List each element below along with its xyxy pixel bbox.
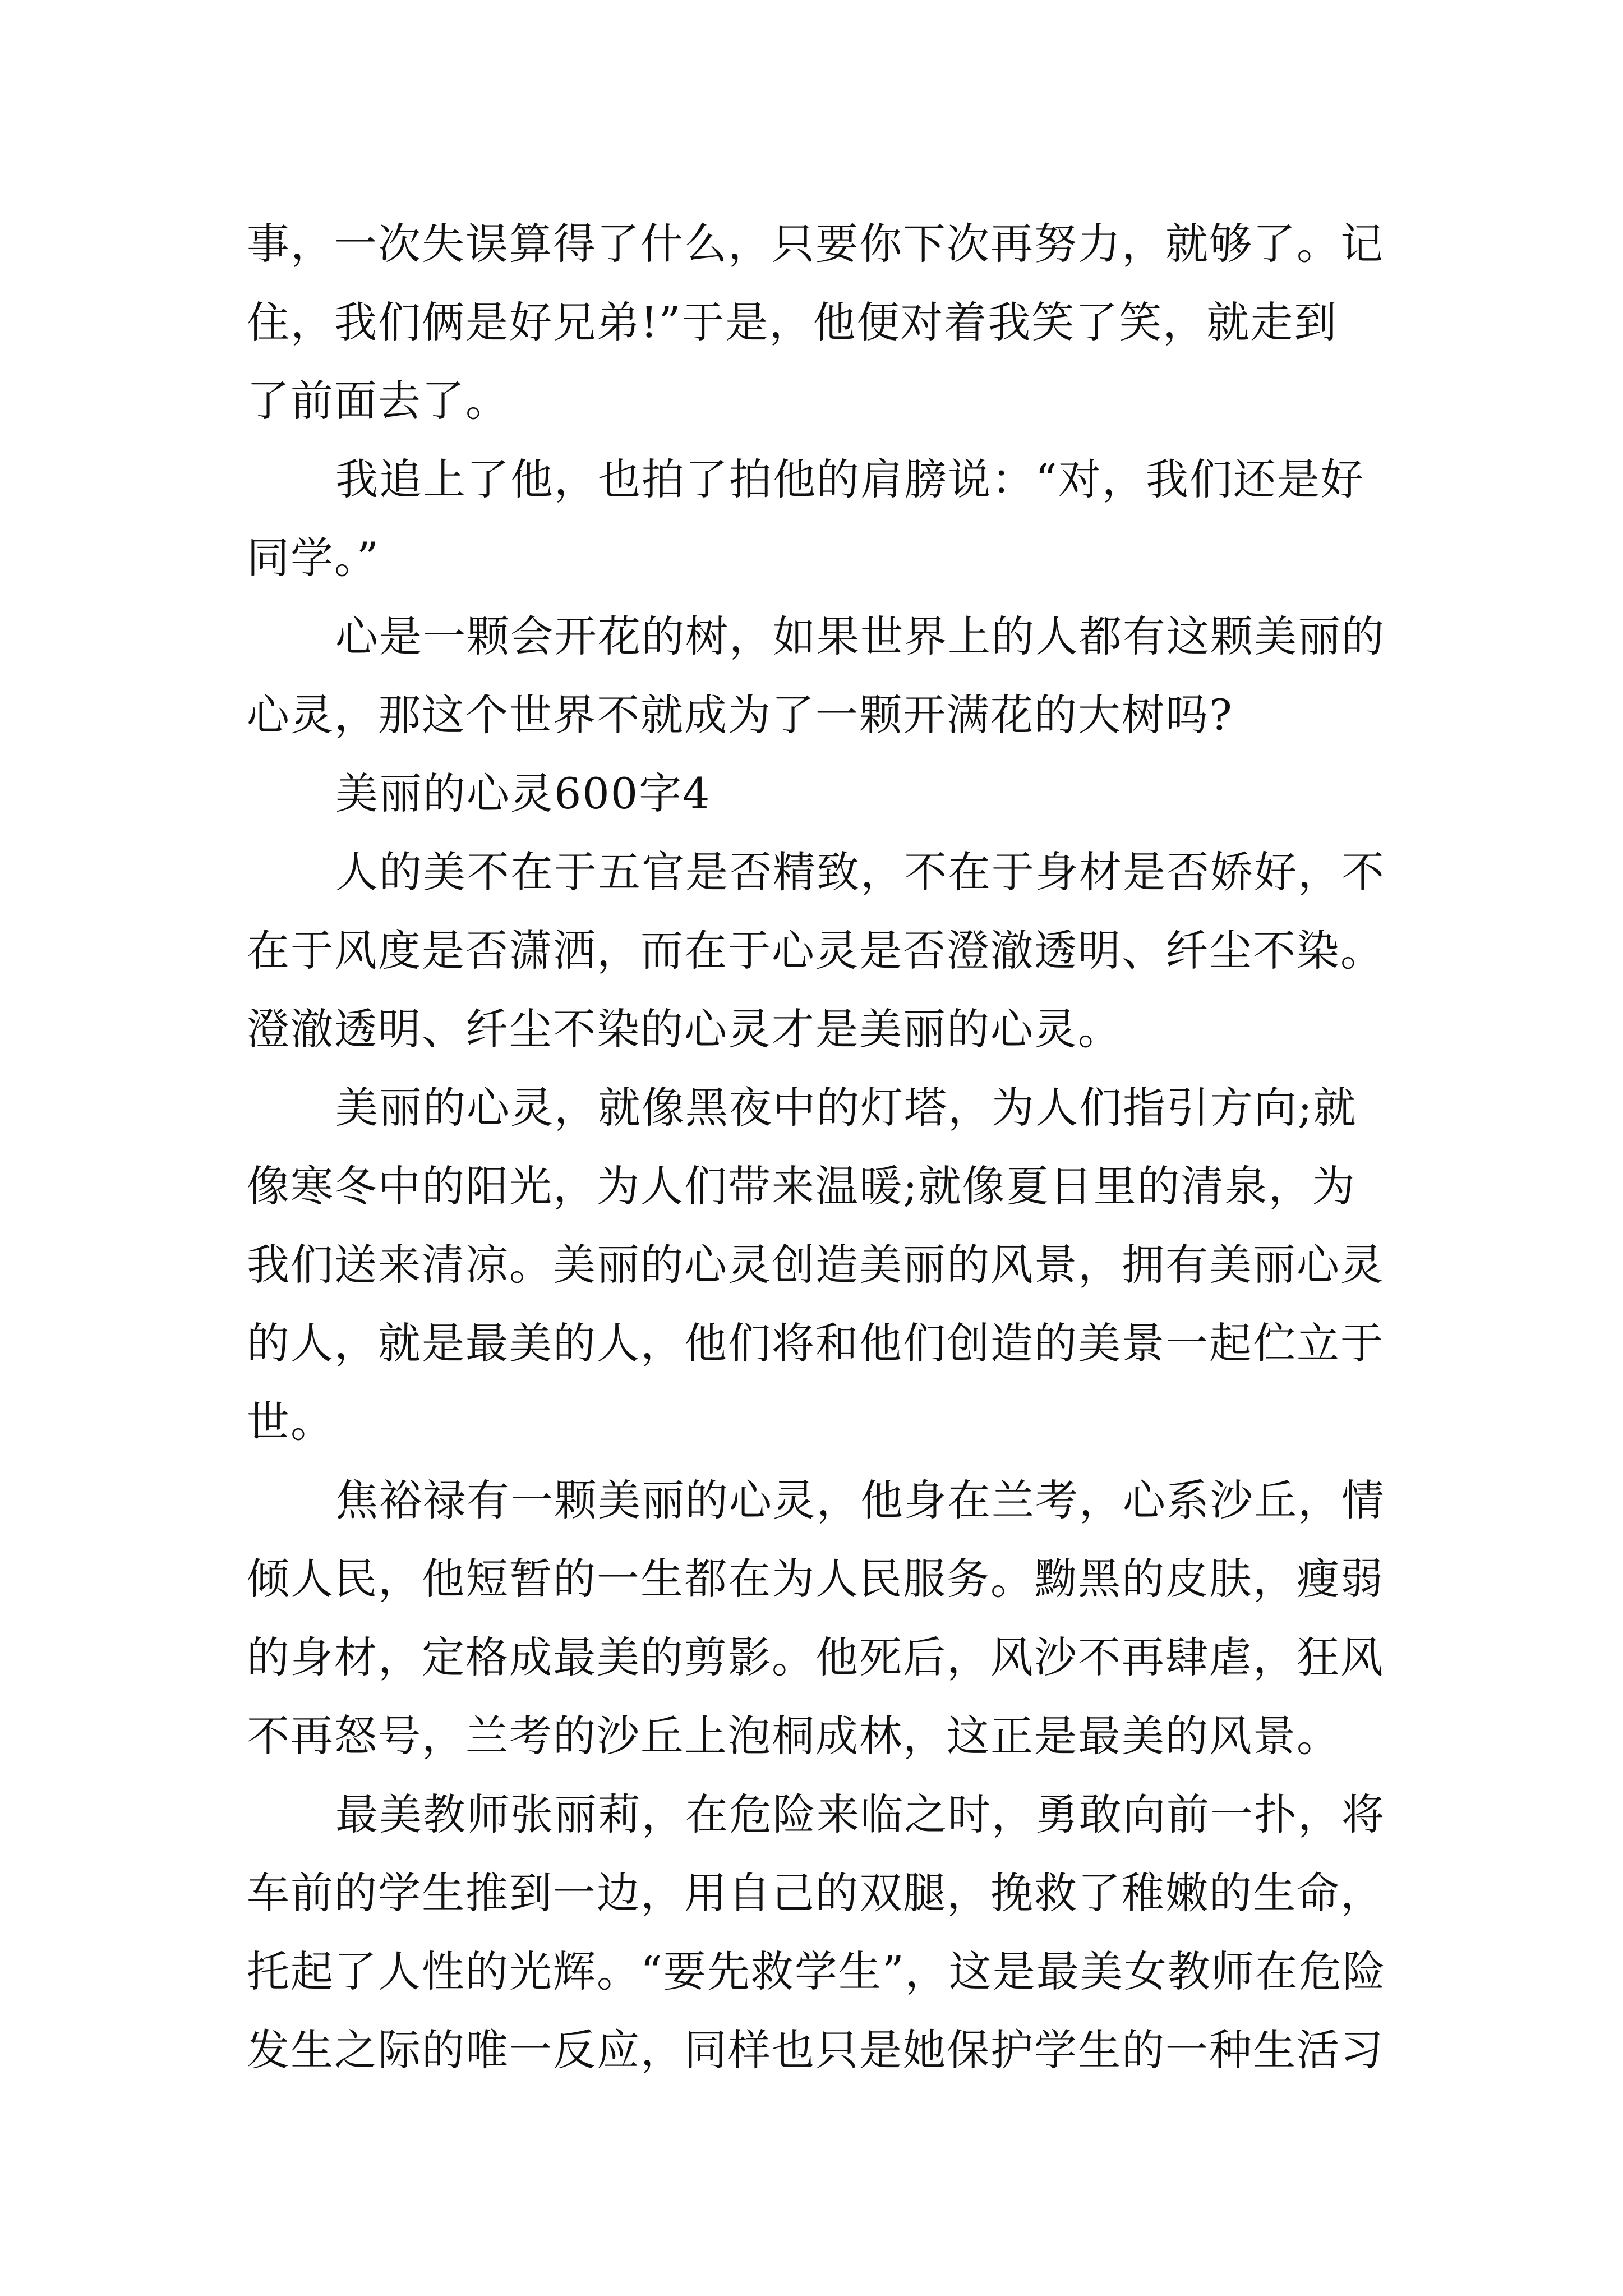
text-line: 最美教师张丽莉，在危险来临之时，勇敢向前一扑，将	[335, 1789, 1385, 1839]
text-line: 心灵，那这个世界不就成为了一颗开满花的大树吗?	[247, 690, 1233, 740]
text-line: 车前的学生推到一边，用自己的双腿，挽救了稚嫩的生命，	[247, 1868, 1384, 1918]
text-line: 不再怒号，兰考的沙丘上泡桐成林，这正是最美的风景。	[247, 1711, 1340, 1761]
text-line: 我们送来清凉。美丽的心灵创造美丽的风景，拥有美丽心灵	[247, 1240, 1384, 1290]
text-line: 像寒冬中的阳光，为人们带来温暖;就像夏日里的清泉，为	[247, 1161, 1356, 1211]
text-line: 我追上了他，也拍了拍他的肩膀说：“对，我们还是好	[335, 454, 1364, 504]
text-line: 世。	[247, 1397, 334, 1447]
text-line: 发生之际的唯一反应，同样也只是她保护学生的一种生活习	[247, 2025, 1384, 2075]
text-line: 人的美不在于五官是否精致，不在于身材是否娇好，不	[335, 847, 1385, 897]
text-line: 托起了人性的光辉。“要先救学生”，这是最美女教师在危险	[247, 1947, 1386, 1996]
section-heading: 美丽的心灵600字4	[335, 769, 711, 818]
text-line: 美丽的心灵，就像黑夜中的灯塔，为人们指引方向;就	[335, 1083, 1357, 1133]
text-line: 的身材，定格成最美的剪影。他死后，风沙不再肆虐，狂风	[247, 1632, 1384, 1682]
text-line: 了前面去了。	[247, 376, 509, 426]
text-line: 在于风度是否潇洒，而在于心灵是否澄澈透明、纤尘不染。	[247, 926, 1384, 976]
text-line: 事，一次失误算得了什么，只要你下次再努力，就够了。记	[247, 219, 1384, 269]
text-line: 澄澈透明、纤尘不染的心灵才是美丽的心灵。	[247, 1004, 1122, 1054]
text-line: 住，我们俩是好兄弟!”于是，他便对着我笑了笑，就走到	[247, 297, 1338, 347]
text-line: 倾人民，他短暂的一生都在为人民服务。黝黑的皮肤，瘦弱	[247, 1554, 1384, 1604]
text-line: 的人，就是最美的人，他们将和他们创造的美景一起伫立于	[247, 1318, 1384, 1368]
text-line: 焦裕禄有一颗美丽的心灵，他身在兰考，心系沙丘，情	[335, 1475, 1385, 1525]
text-line: 同学。”	[247, 533, 380, 583]
text-line: 心是一颗会开花的树，如果世界上的人都有这颗美丽的	[335, 611, 1385, 661]
